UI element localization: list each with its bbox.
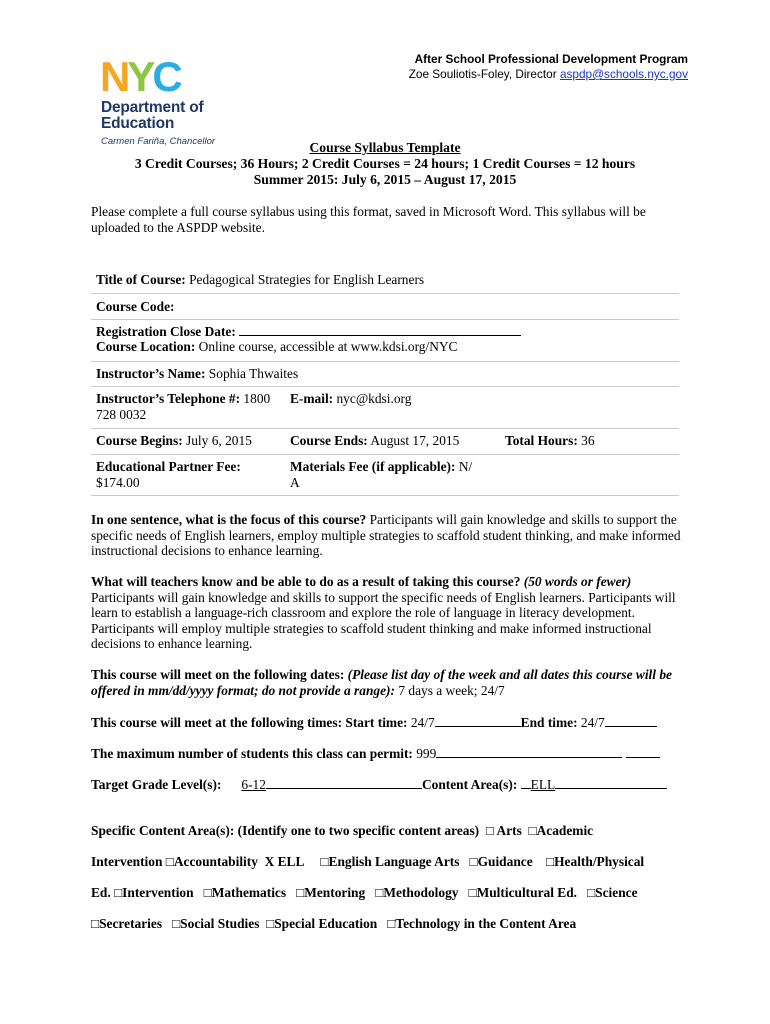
program-name: After School Professional Development Program [414,52,688,66]
dates-answer: 7 days a week; 24/7 [394,682,505,698]
director-line [400,67,688,82]
max-students-blank [436,745,622,758]
phone-value-2: 728 0032 [96,407,147,422]
outcomes-note: (50 words or fewer) [520,574,632,589]
materials-fee-value-1: N/ [455,459,473,474]
dates-section [91,667,683,698]
hours-value: 36 [577,433,595,448]
grade-label: Target Grade Level(s): [91,777,222,792]
nyc-logo-letters: NYC [100,53,180,100]
instructor-phone [96,391,286,423]
grade-blank [266,776,422,789]
outcomes-answer: Participants will gain knowledge and skills to support the specific needs of English learners. Participants will learn to establish a language-rich classroom and explore the role of language in literacy development. Participants will employ multiple strategies to scaffold student thinking and make informed instructional decisions to enhance learning. [91,589,676,652]
ends-label: Course Ends: [290,433,368,448]
end-time-label: End time: [520,715,578,730]
dates-note: (Please list day of the week and all dates this course will be offered in mm/dd/yyyy format; do not provide a range): [91,667,672,698]
partner-fee-value: $174.00 [96,475,140,490]
phone-value-1: 1800 [240,391,271,406]
max-students-section [91,745,683,762]
instructor-label: Instructor’s Name: [96,366,206,381]
row-title [91,266,679,294]
times-label: This course will meet at the following times: Start time: [91,715,408,730]
hours-label: Total Hours: [505,433,578,448]
nyc-doe-logo [98,52,238,152]
course-location [96,339,458,355]
total-hours [505,433,595,449]
start-time-blank [435,714,521,727]
row-contact [91,386,679,429]
row-instructor [91,361,679,387]
max-students-blank-2 [626,745,660,758]
director-name: Zoe Souliotis-Foley, Director [408,67,560,81]
credit-hours-line: 3 Credit Courses; 36 Hours; 2 Credit Courses = 24 hours; 1 Credit Courses = 12 hours [134,156,636,171]
specific-line-3: Ed. □Intervention □Mathematics □Mentoring □Methodology □Multicultural Ed. □Science [91,884,638,900]
program-header [400,52,688,82]
logo-department [101,100,203,132]
max-students-label: The maximum number of students this class can permit: [91,746,413,761]
location-value: Online course, accessible at www.kdsi.org/NYC [195,339,458,354]
row-code [91,293,679,320]
ends-value: August 17, 2015 [367,433,460,448]
director-email-link[interactable]: aspdp@schools.nyc.gov [559,67,688,81]
outcomes-section [91,574,683,652]
logo-line1: Department of [101,99,204,116]
course-title [96,272,424,288]
dates-question: This course will meet on the following dates: [91,667,345,682]
focus-answer: Participants will gain knowledge and skills to support the specific needs of English learners, employ multiple strategies to scaffold student thinking, and make informed instructional decisions to enhance learning. [91,512,681,559]
specific-content-section [91,807,683,947]
summer-dates-line: Summer 2015: July 6, 2015 – August 17, 2015 [253,172,517,187]
phone-label: Instructor’s Telephone #: [96,391,241,406]
row-fees [91,454,679,496]
email-value: nyc@kdsi.org [333,391,412,406]
focus-section [91,512,683,559]
course-begins [96,433,252,449]
materials-fee [290,459,490,491]
instructor-name [96,366,298,382]
end-time-value: 24/7 [577,715,605,730]
intro-paragraph: Please complete a full course syllabus using this format, saved in Microsoft Word. This syllabus will be uploaded to the ASPDP website. [91,204,646,235]
row-registration [91,319,679,362]
partner-fee-label: Educational Partner Fee: [96,459,241,474]
row-dates [91,428,679,455]
content-area-blank [555,776,667,789]
registration-label: Registration Close Date: [96,324,236,339]
course-title-value: Pedagogical Strategies for English Learners [185,272,425,287]
partner-fee [96,459,281,491]
begins-label: Course Begins: [96,433,183,448]
instructor-value: Sophia Thwaites [205,366,299,381]
location-label: Course Location: [96,339,196,354]
outcomes-question: What will teachers know and be able to do as a result of taking this course? [91,574,521,589]
max-students-value: 999 [412,746,437,761]
materials-fee-label: Materials Fee (if applicable): [290,459,456,474]
begins-value: July 6, 2015 [182,433,252,448]
specific-line-4: □Secretaries □Social Studies □Special Education □Technology in the Content Area [91,916,577,932]
start-time-value: 24/7 [407,715,435,730]
grade-section [91,776,683,793]
grade-value: 6-12 [241,777,266,792]
logo-chancellor: Carmen Fariña, Chancellor [101,136,216,147]
content-area-label: Content Area(s): [421,777,518,792]
specific-line-2: Intervention □Accountability X ELL □English Language Arts □Guidance □Health/Physical [91,853,645,869]
content-area-value: ELL [530,777,556,792]
focus-question: In one sentence, what is the focus of this course? [91,512,367,527]
course-title-label: Title of Course: [96,272,186,287]
syllabus-title: Course Syllabus Template [309,140,461,155]
specific-line-1: Specific Content Area(s): (Identify one to two specific content areas) □ Arts □Academic [91,822,594,838]
end-time-blank [605,714,657,727]
course-ends [290,433,459,449]
materials-fee-value-2: A [290,475,300,490]
instructor-email [290,391,411,407]
times-section [91,714,683,731]
registration-blank [239,323,521,336]
content-area-blank-lead [521,776,531,789]
logo-line2: Education [101,115,175,132]
course-code-label: Course Code: [96,299,175,314]
email-label: E-mail: [290,391,334,406]
registration-close-date [96,323,521,340]
